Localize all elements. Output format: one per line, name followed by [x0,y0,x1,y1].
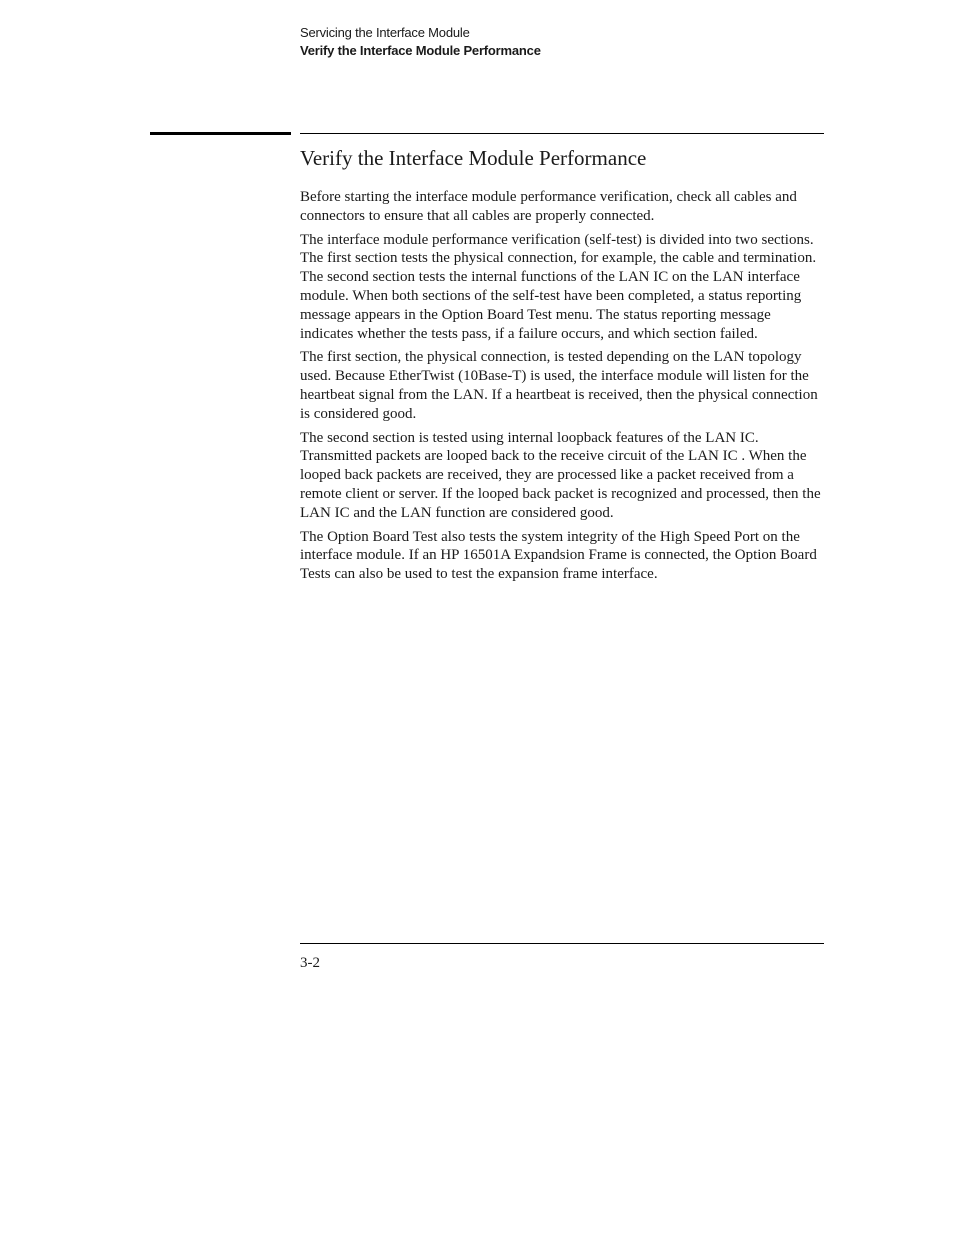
paragraph: The interface module performance verification (self-test) is divided into two sections. The first section tests the physical connection, for example, the cable and termination. The second section tests the internal functions of the LAN IC on the LAN interface module. When both sections of the self-test have been completed, a status reporting message appears in the Option Board Test menu. The status reporting message indicates whether the tests pass, if a failure occurs, and which section failed. [300,231,817,342]
section-marker-rule [150,132,291,135]
running-header [300,24,541,60]
section-top-rule [300,133,824,134]
paragraph: The first section, the physical connection, is tested depending on the LAN topology used. Because EtherTwist (10Base-T) is used, the interface module will listen for the heartbeat signal from the LAN. If a heartbeat is received, then the physical connection is considered good. [300,349,818,422]
paragraph: Before starting the interface module performance verification, check all cables and connectors to ensure that all cables are properly connected. [300,189,797,224]
paragraph: The Option Board Test also tests the system integrity of the High Speed Port on the interface module. If an HP 16501A Expandsion Frame is connected, the Option Board Tests can also be used to test the expansion frame interface. [300,528,817,583]
footer-rule [300,943,824,944]
header-chapter: Servicing the Interface Module [300,25,470,40]
paragraph: The second section is tested using internal loopback features of the LAN IC. Transmitted packets are looped back to the receive circuit of the LAN IC . When the looped back packets are received, they are processed like a packet received from a remote client or server. If the looped back packet is recognized and processed, then the LAN IC and the LAN function are considered good. [300,429,821,521]
body-text [300,188,824,589]
page-number: 3-2 [300,955,320,971]
header-section: Verify the Interface Module Performance [300,43,541,58]
section-title: Verify the Interface Module Performance [300,146,647,170]
